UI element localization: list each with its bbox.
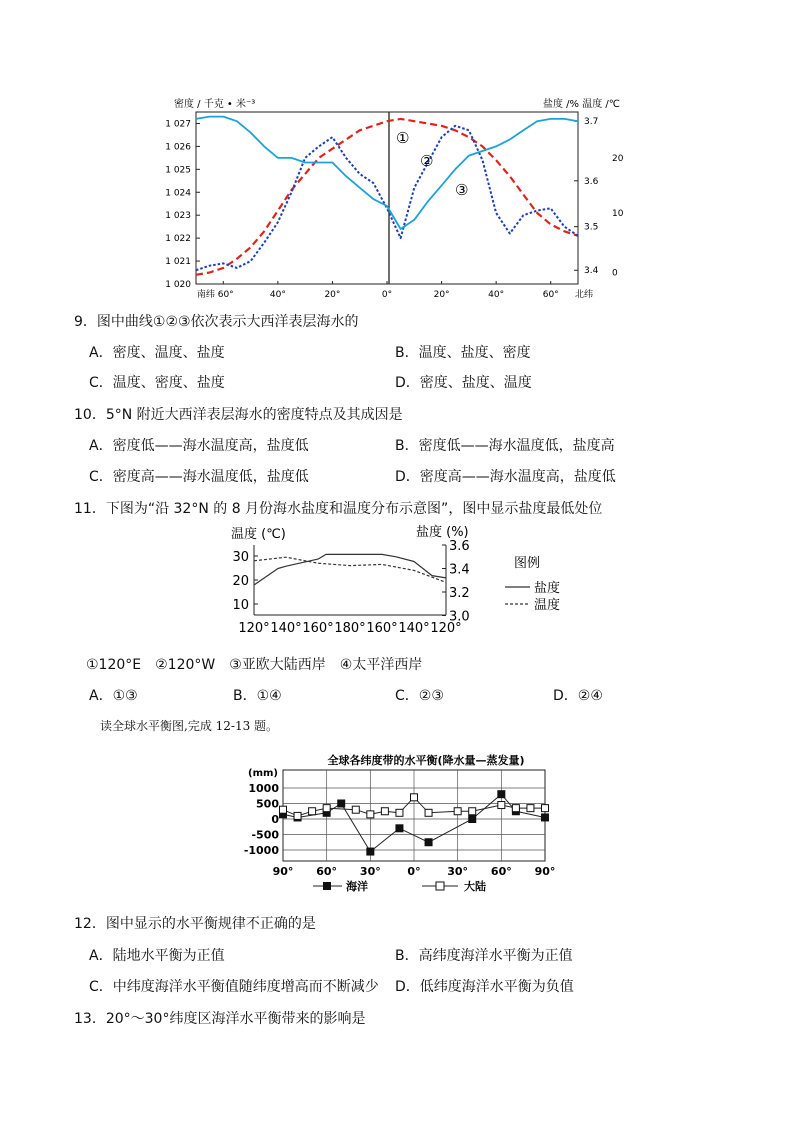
chart2-left-tick-label: 10	[232, 598, 249, 613]
salinity-tick-label: 3.6	[584, 176, 599, 187]
chart2-x-label: 180°	[334, 621, 366, 636]
chart3-x-tick-label: 30°	[359, 865, 381, 878]
land-point	[454, 808, 461, 815]
q11-option-a[interactable]: A．①③	[89, 688, 138, 704]
land-point	[396, 809, 403, 816]
chart3-y-tick-label: 500	[256, 797, 279, 811]
salinity-tick-label: 3.4	[584, 266, 599, 277]
left-tick-label: 1 020	[165, 280, 191, 290]
global-water-balance-chart	[236, 748, 566, 898]
land-point	[294, 812, 301, 819]
question-13-stem: 13．20°～30°纬度区海洋水平衡带来的影响是	[74, 1011, 366, 1027]
chart3-x-tick-label: 0°	[407, 865, 421, 878]
q9-option-a[interactable]: A．密度、温度、盐度	[89, 345, 225, 361]
chart3-x-tick-label: 60°	[490, 865, 512, 878]
q11-option-d[interactable]: D．②④	[553, 688, 603, 704]
chart3-y-tick-label: -1000	[243, 844, 279, 857]
x-tick-label: 南纬 60°	[196, 290, 234, 300]
chart2-svg	[228, 520, 588, 645]
temperature-tick-label: 20	[612, 153, 624, 164]
chart2-salinity-line	[254, 554, 446, 585]
chart1-svg	[150, 92, 624, 304]
x-tick-label: 60°	[542, 290, 559, 300]
chart2-x-label: 120°	[238, 621, 270, 636]
land-point	[527, 805, 534, 812]
legend-land-label: 大陆	[464, 880, 486, 893]
left-tick-label: 1 027	[165, 119, 191, 130]
legend-temperature-label: 温度	[534, 598, 561, 613]
q10-option-c[interactable]: C．密度高——海水温度低，盐度低	[89, 469, 309, 485]
intro-12-13: 读全球水平衡图,完成 12-13 题。	[100, 719, 279, 733]
land-point	[280, 806, 287, 813]
q10-option-b[interactable]: B．密度低——海水温度低，盐度高	[395, 438, 615, 454]
density-salinity-temperature-chart	[150, 92, 624, 304]
chart2-left-tick-label: 20	[232, 574, 249, 589]
q12-option-b[interactable]: B．高纬度海洋水平衡为正值	[395, 948, 573, 964]
land-point	[352, 806, 359, 813]
chart2-x-label: 160°	[302, 621, 334, 636]
curve-label-1: ①	[396, 129, 410, 147]
plot-frame	[196, 112, 578, 284]
chart3-x-tick-label: 90°	[272, 865, 294, 878]
left-tick-label: 1 023	[165, 211, 191, 222]
series-line-2	[196, 126, 578, 270]
chart2-temperature-line	[254, 557, 446, 582]
left-tick-label: 1 025	[165, 165, 191, 176]
land-point	[469, 808, 476, 815]
left-tick-label: 1 024	[165, 188, 191, 199]
land-point	[367, 811, 374, 818]
land-point	[323, 805, 330, 812]
q11-option-c[interactable]: C．②③	[395, 688, 444, 704]
salinity-temperature-32n-chart	[228, 520, 588, 645]
chart3-svg	[236, 748, 566, 898]
left-tick-label: 1 022	[165, 234, 191, 245]
question-12-stem: 12．图中显示的水平衡规律不正确的是	[74, 916, 316, 932]
salinity-tick-label: 3.5	[584, 222, 599, 233]
land-point	[411, 794, 418, 801]
chart3-unit: (mm)	[248, 768, 278, 779]
question-11-stem: 11．下图为“沿 32°N 的 8 月份海水盐度和温度分布示意图”，图中显示盐度最低处位	[74, 501, 603, 517]
chart3-y-tick-label: 0	[271, 813, 279, 826]
q10-option-d[interactable]: D．密度高——海水温度高，盐度低	[395, 469, 616, 485]
chart3-y-tick-label: 1000	[248, 782, 279, 795]
chart3-x-tick-label: 60°	[316, 865, 338, 878]
land-point	[498, 802, 505, 809]
q9-option-d[interactable]: D．密度、盐度、温度	[395, 375, 532, 391]
temperature-tick-label: 0	[612, 268, 618, 279]
ocean-point	[542, 814, 549, 821]
chart3-x-tick-label: 90°	[534, 865, 556, 878]
x-tick-label: 40°	[269, 290, 286, 300]
legend-salinity-label: 盐度	[534, 581, 561, 596]
chart2-x-label: 140°	[398, 621, 430, 636]
curve-label-2: ②	[420, 152, 434, 170]
land-point	[542, 805, 549, 812]
temperature-tick-label: 10	[612, 208, 624, 219]
chart2-right-tick-label: 3.0	[449, 609, 470, 625]
series-line-1	[196, 119, 578, 275]
legend-title: 图例	[514, 556, 541, 571]
ocean-point	[367, 848, 374, 855]
chart2-left-title: 温度 (℃)	[231, 527, 286, 542]
right-axis-title: 盐度 /% 温度 /℃	[542, 99, 620, 110]
q11-option-b[interactable]: B．①④	[233, 688, 282, 704]
chart2-x-label: 120°	[430, 621, 462, 636]
ocean-point	[498, 791, 505, 798]
ocean-point	[425, 839, 432, 846]
land-point	[512, 805, 519, 812]
series-line-3	[196, 117, 578, 229]
x-tick-label: 20°	[433, 290, 450, 300]
land-point	[381, 808, 388, 815]
chart2-right-title: 盐度 (%)	[416, 525, 469, 540]
q12-option-a[interactable]: A．陆地水平衡为正值	[89, 948, 225, 964]
curve-label-3: ③	[455, 181, 469, 199]
chart2-right-tick-label: 3.4	[449, 562, 470, 578]
chart3-legend	[313, 879, 486, 893]
question-9-stem: 9．图中曲线①②③依次表示大西洋表层海水的	[74, 314, 359, 330]
chart2-right-tick-label: 3.2	[449, 586, 470, 601]
chart2-x-label: 160°	[366, 621, 398, 636]
chart2-x-label: 140°	[270, 621, 302, 636]
legend-land-marker	[436, 882, 444, 890]
x-tick-label: 0°	[381, 290, 393, 300]
x-tick-label: 北纬	[574, 290, 594, 300]
q9-option-b[interactable]: B．温度、盐度、密度	[395, 345, 531, 361]
q10-option-a[interactable]: A．密度低——海水温度高，盐度低	[89, 438, 309, 454]
x-tick-label: 40°	[488, 290, 505, 300]
salinity-tick-label: 3.7	[584, 117, 599, 128]
q9-option-c[interactable]: C．温度、密度、盐度	[89, 375, 225, 391]
chart2-right-tick-label: 3.6	[449, 539, 470, 554]
ocean-point	[338, 800, 345, 807]
legend-ocean-label: 海洋	[346, 880, 368, 893]
question-10-stem: 10．5°N 附近大西洋表层海水的密度特点及其成因是	[74, 407, 403, 423]
left-tick-label: 1 021	[165, 257, 191, 268]
q12-option-c[interactable]: C．中纬度海洋水平衡值随纬度增高而不断减少	[89, 979, 379, 995]
q12-option-d[interactable]: D．低纬度海洋水平衡为负值	[395, 979, 574, 995]
land-point	[425, 809, 432, 816]
x-tick-label: 20°	[324, 290, 341, 300]
chart3-y-tick-label: -500	[251, 828, 279, 842]
ocean-point	[469, 816, 476, 823]
chart3-title: 全球各纬度带的水平衡(降水量—蒸发量)	[327, 754, 525, 767]
chart2-left-tick-label: 30	[232, 550, 249, 565]
q11-items: ①120°E ②120°W ③亚欧大陆西岸 ④太平洋西岸	[86, 657, 423, 673]
legend-ocean-marker	[323, 882, 331, 890]
chart3-x-tick-label: 30°	[447, 865, 469, 878]
land-point	[309, 808, 316, 815]
left-tick-label: 1 026	[165, 142, 191, 153]
ocean-point	[396, 825, 403, 832]
left-axis-title: 密度 / 千克 • 米⁻³	[174, 99, 256, 110]
